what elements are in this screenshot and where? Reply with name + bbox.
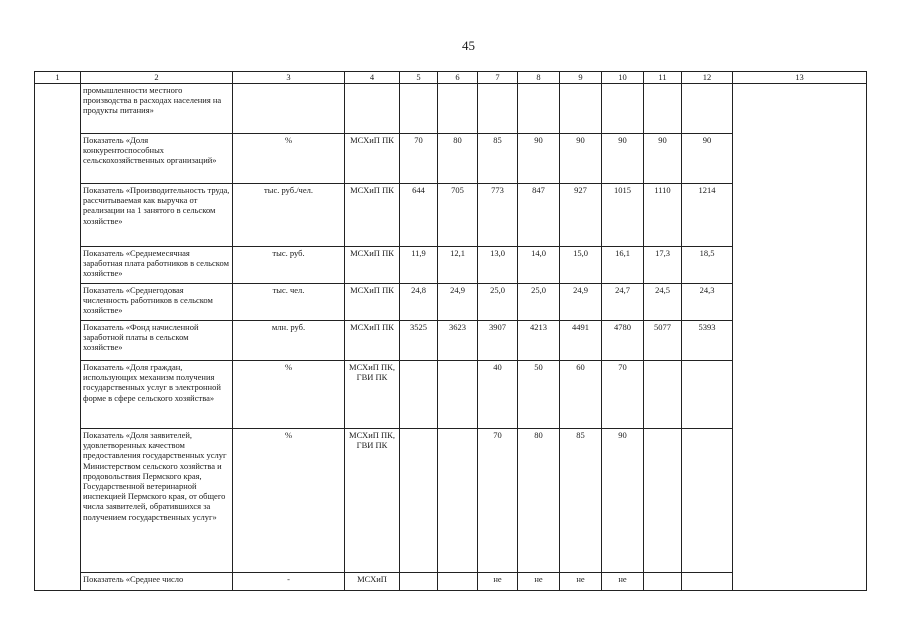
executor-cell: МСХиП ПК [345, 134, 400, 184]
indicator-cell: Показатель «Доля заявителей, удовлетворенных качеством предоставления государственных услуг Министерством сельского хозяйства и продовольствия Пермского края, Государственной ветеринарной инспекцией Пермского края, от общего числа заявителей, обратившихся за получением государственных услуг» [81, 429, 233, 573]
value-cell: 1110 [644, 184, 682, 247]
value-cell [682, 361, 733, 429]
indicator-cell: Показатель «Среднегодовая численность работников в сельском хозяйстве» [81, 284, 233, 321]
value-cell [438, 84, 478, 134]
value-cell: не [560, 573, 602, 591]
indicator-cell: промышленности местного производства в расходах населения на продукты питания» [81, 84, 233, 134]
value-cell: 24,9 [560, 284, 602, 321]
value-cell: 25,0 [478, 284, 518, 321]
value-cell: 773 [478, 184, 518, 247]
column-header: 5 [400, 72, 438, 84]
column-header: 13 [733, 72, 867, 84]
executor-cell: МСХиП ПК [345, 321, 400, 361]
value-cell [400, 84, 438, 134]
value-cell: не [602, 573, 644, 591]
unit-cell: % [233, 134, 345, 184]
value-cell: 90 [644, 134, 682, 184]
value-cell: 24,8 [400, 284, 438, 321]
value-cell: 14,0 [518, 247, 560, 284]
value-cell: 70 [602, 361, 644, 429]
value-cell: 3907 [478, 321, 518, 361]
unit-cell: тыс. руб./чел. [233, 184, 345, 247]
unit-cell: % [233, 429, 345, 573]
value-cell: 90 [682, 134, 733, 184]
value-cell: 12,1 [438, 247, 478, 284]
value-cell: 1214 [682, 184, 733, 247]
column-header: 10 [602, 72, 644, 84]
value-cell: 3525 [400, 321, 438, 361]
value-cell: 90 [560, 134, 602, 184]
value-cell [560, 84, 602, 134]
unit-cell: тыс. руб. [233, 247, 345, 284]
value-cell: 16,1 [602, 247, 644, 284]
column-header: 2 [81, 72, 233, 84]
value-cell: 60 [560, 361, 602, 429]
value-cell: 5077 [644, 321, 682, 361]
column-header: 3 [233, 72, 345, 84]
value-cell: не [518, 573, 560, 591]
value-cell [400, 429, 438, 573]
value-cell [400, 361, 438, 429]
column-header: 11 [644, 72, 682, 84]
indicators-table [34, 71, 867, 591]
indicator-cell: Показатель «Среднемесячная заработная плата работников в сельском хозяйстве» [81, 247, 233, 284]
value-cell [478, 84, 518, 134]
executor-cell [345, 84, 400, 134]
value-cell [644, 84, 682, 134]
indicator-cell: Показатель «Производительность труда, рассчитываемая как выручка от реализации на 1 занятого в сельском хозяйстве» [81, 184, 233, 247]
value-cell: 4213 [518, 321, 560, 361]
column-header: 12 [682, 72, 733, 84]
value-cell: 4780 [602, 321, 644, 361]
value-cell: 25,0 [518, 284, 560, 321]
executor-cell: МСХиП ПК [345, 184, 400, 247]
notes-cell [733, 84, 867, 591]
value-cell [682, 429, 733, 573]
value-cell: 85 [478, 134, 518, 184]
value-cell: 85 [560, 429, 602, 573]
value-cell: 24,5 [644, 284, 682, 321]
column-header: 9 [560, 72, 602, 84]
indicator-cell: Показатель «Доля граждан, использующих механизм получения государственных услуг в электронной форме в сфере сельского хозяйства» [81, 361, 233, 429]
indicator-cell: Показатель «Среднее число [81, 573, 233, 591]
column-header: 6 [438, 72, 478, 84]
value-cell: 5393 [682, 321, 733, 361]
value-cell: 70 [478, 429, 518, 573]
value-cell: 17,3 [644, 247, 682, 284]
value-cell [602, 84, 644, 134]
value-cell: 70 [400, 134, 438, 184]
value-cell: 3623 [438, 321, 478, 361]
value-cell [518, 84, 560, 134]
value-cell: 927 [560, 184, 602, 247]
column-header: 4 [345, 72, 400, 84]
value-cell: 90 [518, 134, 560, 184]
value-cell: 705 [438, 184, 478, 247]
value-cell [644, 573, 682, 591]
executor-cell: МСХиП [345, 573, 400, 591]
value-cell [438, 361, 478, 429]
column-number-row [35, 72, 867, 84]
value-cell: 1015 [602, 184, 644, 247]
value-cell: 847 [518, 184, 560, 247]
indicator-cell: Показатель «Доля конкурентоспособных сельскохозяйственных организаций» [81, 134, 233, 184]
value-cell [438, 573, 478, 591]
value-cell [400, 573, 438, 591]
executor-cell: МСХиП ПК, ГВИ ПК [345, 361, 400, 429]
value-cell: не [478, 573, 518, 591]
value-cell [438, 429, 478, 573]
value-cell: 40 [478, 361, 518, 429]
value-cell: 24,7 [602, 284, 644, 321]
value-cell: 80 [518, 429, 560, 573]
value-cell: 24,3 [682, 284, 733, 321]
executor-cell: МСХиП ПК [345, 247, 400, 284]
value-cell: 80 [438, 134, 478, 184]
unit-cell: млн. руб. [233, 321, 345, 361]
executor-cell: МСХиП ПК [345, 284, 400, 321]
value-cell: 11,9 [400, 247, 438, 284]
unit-cell: тыс. чел. [233, 284, 345, 321]
value-cell: 90 [602, 134, 644, 184]
value-cell [644, 361, 682, 429]
page-number: 45 [462, 38, 475, 53]
value-cell: 15,0 [560, 247, 602, 284]
value-cell [682, 84, 733, 134]
unit-cell [233, 84, 345, 134]
value-cell [644, 429, 682, 573]
value-cell: 644 [400, 184, 438, 247]
value-cell: 24,9 [438, 284, 478, 321]
unit-cell: % [233, 361, 345, 429]
column-header: 7 [478, 72, 518, 84]
value-cell: 13,0 [478, 247, 518, 284]
value-cell: 18,5 [682, 247, 733, 284]
table-row [35, 84, 867, 134]
unit-cell: - [233, 573, 345, 591]
row-group-number-cell [35, 84, 81, 591]
value-cell: 4491 [560, 321, 602, 361]
indicator-cell: Показатель «Фонд начисленной заработной платы в сельском хозяйстве» [81, 321, 233, 361]
value-cell [682, 573, 733, 591]
column-header: 8 [518, 72, 560, 84]
value-cell: 50 [518, 361, 560, 429]
executor-cell: МСХиП ПК, ГВИ ПК [345, 429, 400, 573]
value-cell: 90 [602, 429, 644, 573]
column-header: 1 [35, 72, 81, 84]
